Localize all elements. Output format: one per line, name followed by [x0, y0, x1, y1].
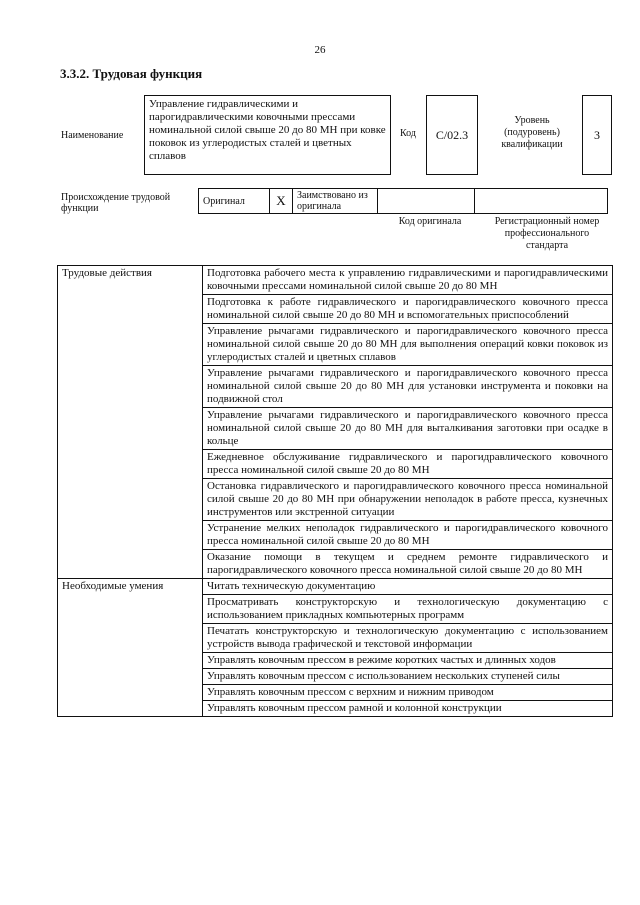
table-row — [58, 579, 613, 595]
registration-number-caption: Регистрационный номер профессионального стандарта — [494, 216, 600, 251]
function-name-box: Управление гидравлическими и парогидравлическими ковочными прессами номинальной силой свыше 20 до 80 МН при ковке поковок из углеродистых сталей и цветных сплавов — [144, 95, 391, 175]
section-item: Управлять ковочным прессом с верхним и нижним приводом — [203, 685, 613, 701]
section-item: Управлять ковочным прессом с использованием нескольких ступеней силы — [203, 669, 613, 685]
section-item: Читать техническую документацию — [203, 579, 613, 595]
section-item: Управление рычагами гидравлического и парогидравлического ковочного пресса номинальной силой свыше 20 до 80 МН для выполнения операций ковки поковок из углеродистых сталей и цветных сплавов — [203, 324, 613, 366]
name-label: Наименование — [61, 130, 124, 141]
origin-code-caption: Код оригинала — [398, 216, 462, 227]
origin-label: Происхождение трудовой функции — [61, 192, 171, 214]
section-item: Управление рычагами гидравлического и парогидравлического ковочного пресса номинальной силой свыше 20 до 80 МН для выталкивания заготовки при осадке в кольце — [203, 408, 613, 450]
origin-table — [198, 188, 608, 214]
code-value-box: С/02.3 — [426, 95, 478, 175]
section-item: Ежедневное обслуживание гидравлического и парогидравлического ковочного пресса номинальной силой свыше 20 до 80 МН — [203, 450, 613, 479]
section-item: Устранение мелких неполадок гидравлического и парогидравлического ковочного пресса номинальной силой свыше 20 до 80 МН — [203, 521, 613, 550]
section-item: Управлять ковочным прессом в режиме коротких частых и длинных ходов — [203, 653, 613, 669]
borrowed-label-cell: Заимствовано из оригинала — [293, 189, 378, 214]
page-number: 26 — [314, 44, 326, 56]
original-mark-cell: X — [270, 189, 293, 214]
section-title: 3.3.2. Трудовая функция — [60, 66, 203, 81]
section-category: Трудовые действия — [58, 266, 203, 579]
section-item: Просматривать конструкторскую и технологическую документацию с использованием прикладных компьютерных программ — [203, 595, 613, 624]
function-details-table — [57, 265, 613, 717]
section-item: Управление рычагами гидравлического и парогидравлического ковочного пресса номинальной силой свыше 20 до 80 МН для установки инструмента и поковки на подвижной стол — [203, 366, 613, 408]
section-item: Подготовка к работе гидравлического и парогидравлического ковочного пресса номинальной силой свыше 20 до 80 МН и вспомогательных приспособлений — [203, 295, 613, 324]
section-item: Подготовка рабочего места к управлению гидравлическими и парогидравлическими ковочными прессами номинальной силой свыше 20 до 80 МН — [203, 266, 613, 295]
code-label: Код — [400, 128, 416, 139]
section-item: Оказание помощи в текущем и среднем ремонте гидравлического и парогидравлического ковочного пресса номинальной силой свыше 20 до 80 МН — [203, 550, 613, 579]
origin-code-cell — [378, 189, 475, 214]
section-item: Остановка гидравлического и парогидравлического ковочного пресса номинальной силой свыше 20 до 80 МН при обнаружении неполадок в работе пресса, кузнечных инструментов или экстренной ситуации — [203, 479, 613, 521]
section-item: Управлять ковочным прессом рамной и колонной конструкции — [203, 701, 613, 717]
original-label-cell: Оригинал — [199, 189, 270, 214]
section-item: Печатать конструкторскую и технологическую документацию с использованием устройств вывода графической и текстовой информации — [203, 624, 613, 653]
table-row — [58, 266, 613, 295]
registration-number-cell — [475, 189, 608, 214]
section-category: Необходимые умения — [58, 579, 203, 717]
level-label: Уровень (подуровень) квалификации — [501, 115, 563, 150]
level-value-box: 3 — [582, 95, 612, 175]
